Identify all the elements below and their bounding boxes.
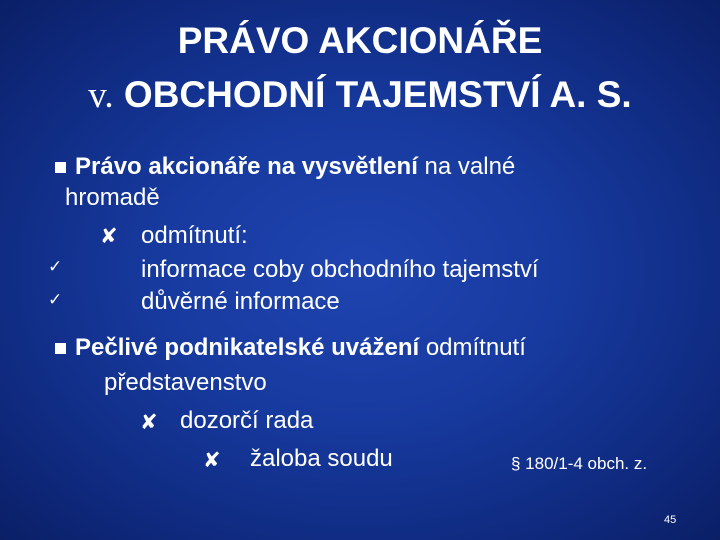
checkmark-icon: ✓ — [48, 257, 63, 277]
slide-title-line-1: PRÁVO AKCIONÁŘE — [177, 20, 543, 61]
cross-icon: ✘ — [203, 448, 221, 472]
legal-reference: § 180/1-4 obch. z. — [511, 454, 648, 473]
section2-lawsuit: žaloba soudu — [250, 445, 393, 472]
cross-icon: ✘ — [100, 224, 118, 248]
section2-supervisory-board: dozorčí rada — [180, 407, 314, 434]
square-bullet-icon — [55, 162, 66, 173]
section1-heading-bold: Právo akcionáře na vysvětlení — [75, 153, 418, 180]
checkmark-icon: ✓ — [48, 290, 63, 310]
section2-heading-rest: odmítnutí — [419, 334, 526, 361]
section1-item-trade-secret: informace coby obchodního tajemství — [141, 256, 539, 283]
section1-heading-rest: na valné — [417, 153, 516, 180]
slide-title-line-2 — [0, 74, 720, 117]
section2-heading-bold: Pečlivé podnikatelské uvážení — [75, 334, 420, 361]
section1-item-confidential: důvěrné informace — [141, 288, 340, 315]
section2-heading — [75, 334, 526, 362]
section1-continuation: hromadě — [65, 184, 160, 211]
page-number: 45 — [664, 514, 677, 526]
section2-board: představenstvo — [104, 369, 267, 396]
title-versus: v. — [88, 75, 114, 116]
cross-icon: ✘ — [140, 410, 158, 434]
section1-refusal: odmítnutí: — [141, 222, 248, 249]
title-subject: OBCHODNÍ TAJEMSTVÍ A. S. — [113, 74, 632, 115]
square-bullet-icon — [55, 343, 66, 354]
section1-heading — [75, 153, 515, 181]
